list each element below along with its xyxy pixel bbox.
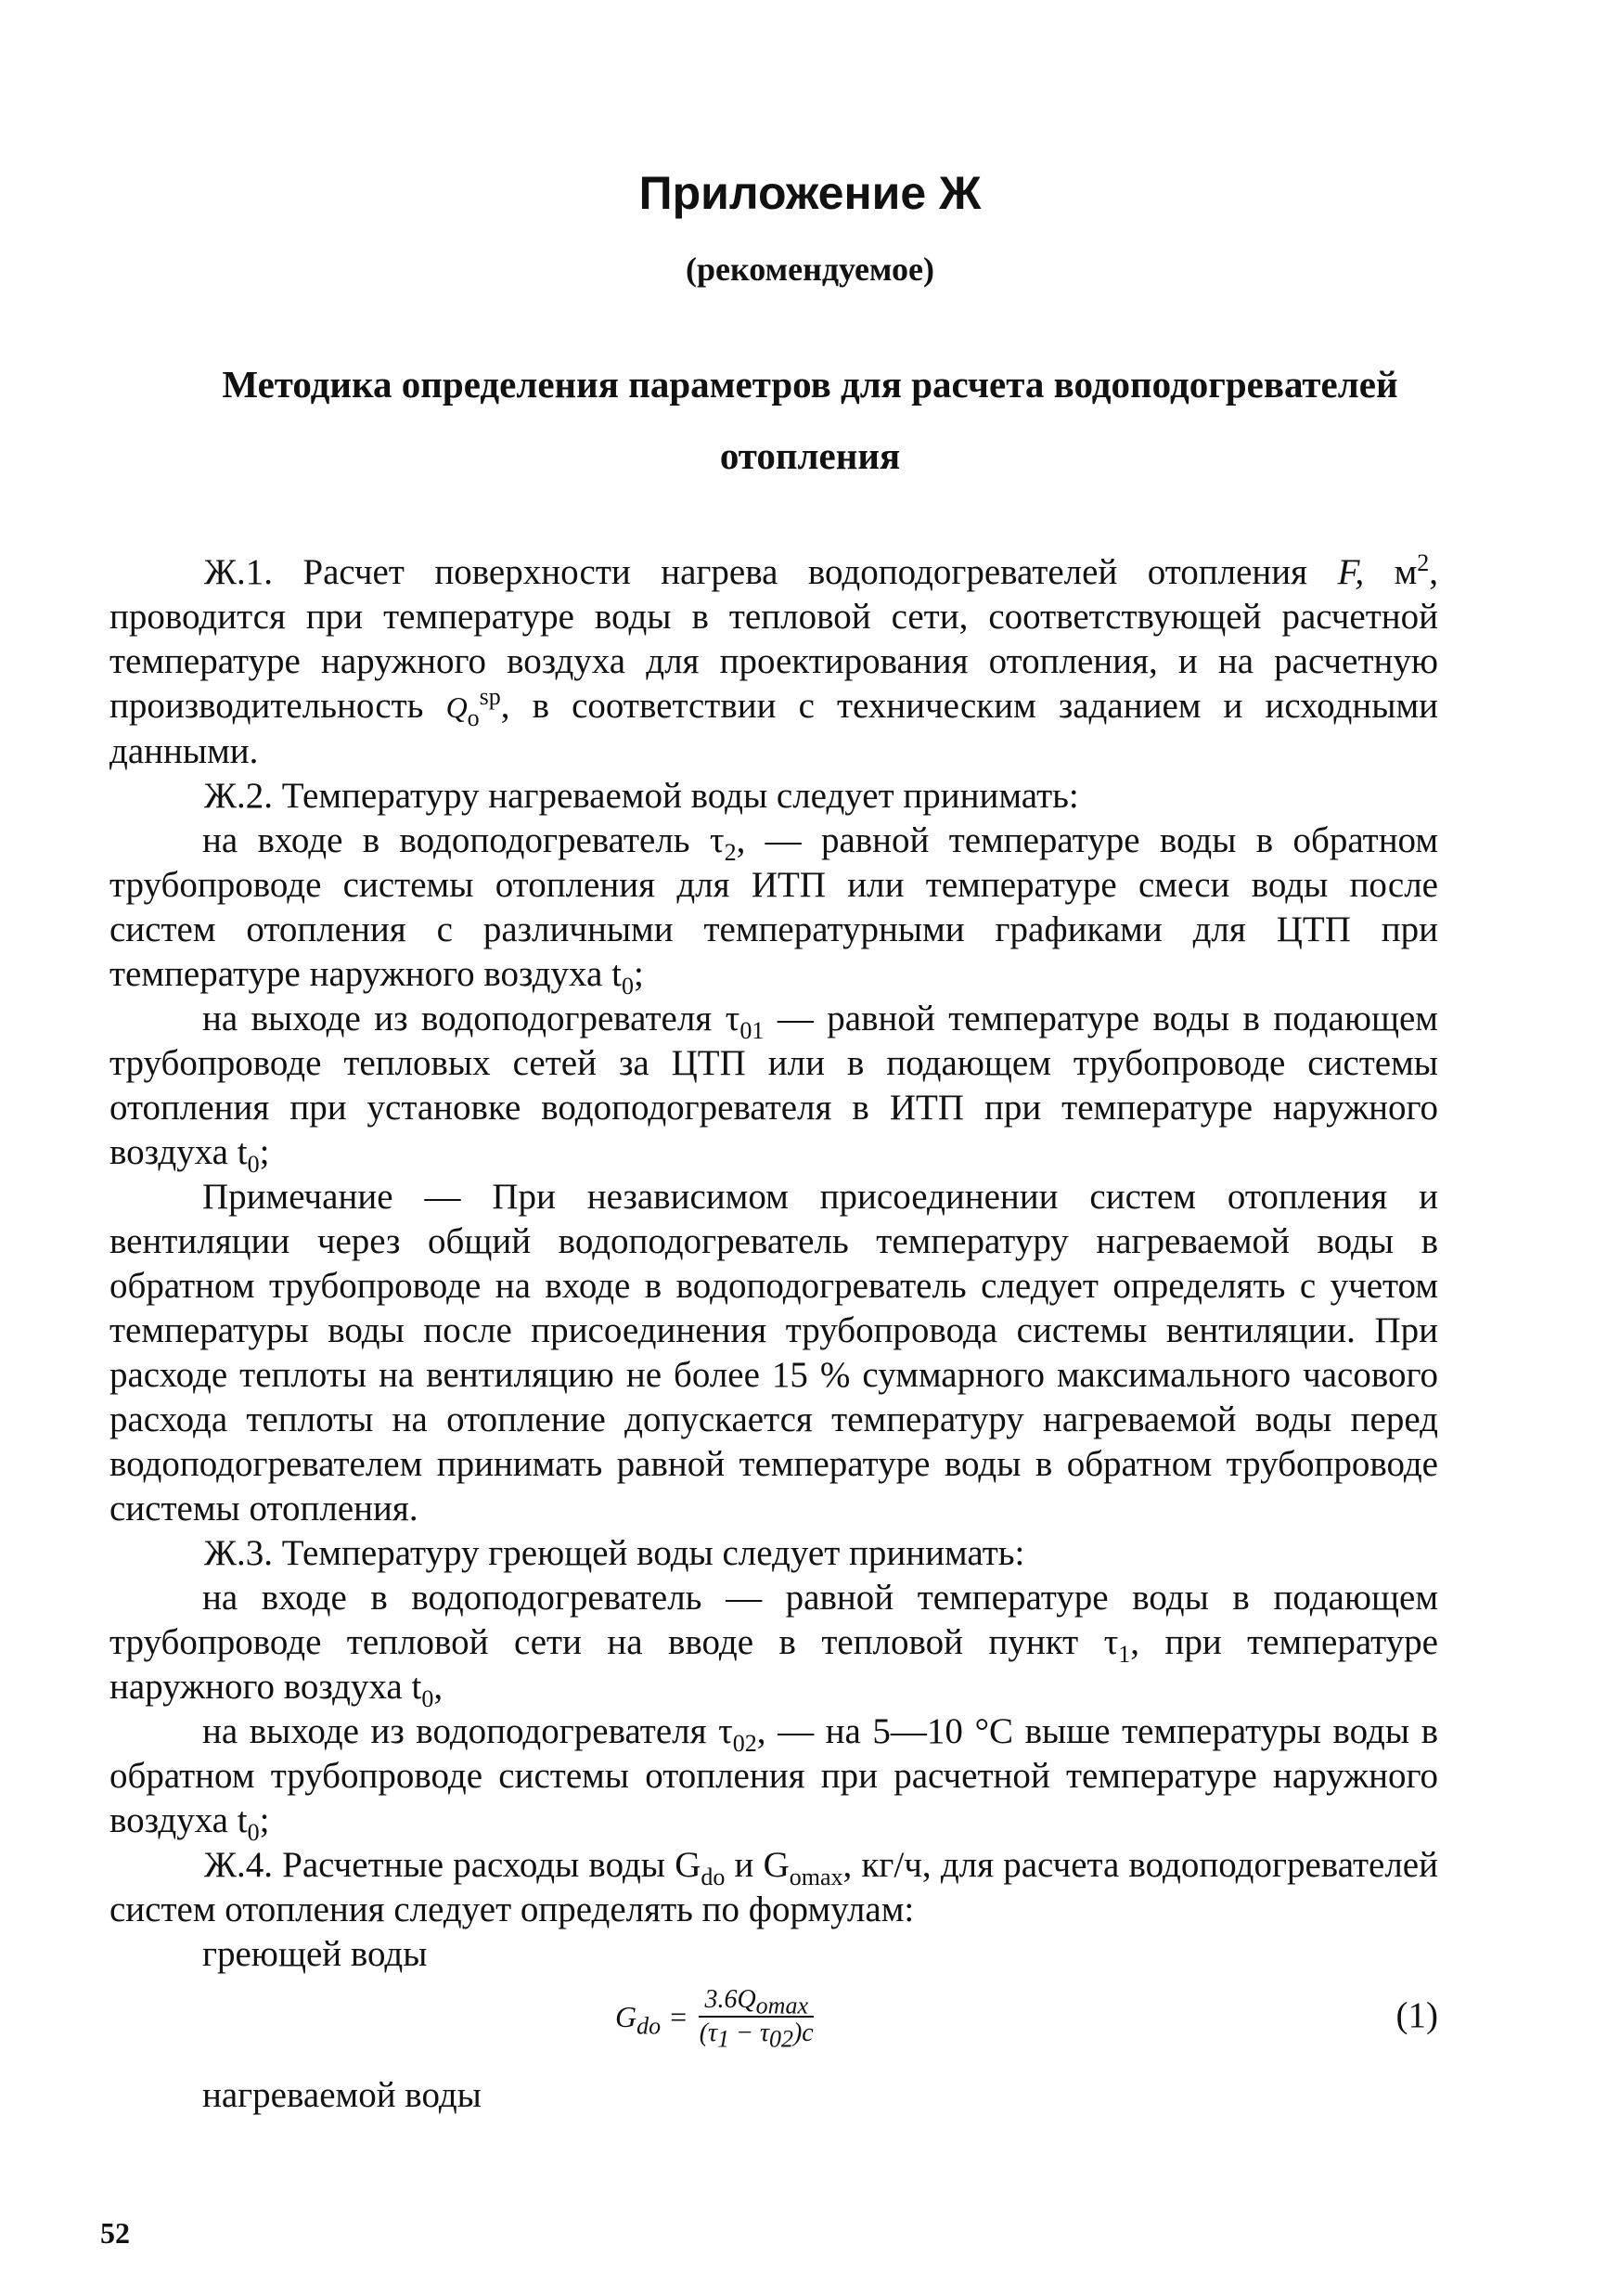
subscript: do — [701, 1863, 726, 1890]
text-run: , — на 5—10 °С выше температуры воды в обратном трубопроводе системы отопления при расчетной температуре наружного воздуха t — [109, 1711, 1438, 1840]
paragraph-inlet-heating — [109, 1576, 1438, 1712]
text-run: — равной температуре воды в подающем трубопроводе тепловых сетей за ЦТП или в подающем трубопроводе системы отопления при установке водоподогревателя в ИТП при температуре наружного воздуха t — [109, 999, 1438, 1172]
heading-line-1: Методика определения параметров для расчета водоподогревателей — [222, 363, 1398, 406]
superscript: sp — [479, 683, 501, 710]
text-run: на выходе из водоподогревателя τ — [202, 1711, 733, 1751]
formula-denominator — [694, 2018, 819, 2053]
subscript: 0 — [621, 972, 634, 1000]
paragraph-zh2: Ж.2. Температуру нагреваемой воды следует принимать: — [204, 776, 1079, 816]
text-run: ; — [259, 1132, 270, 1172]
paragraph-zh3: Ж.3. Температуру греющей воды следует принимать: — [204, 1533, 1025, 1573]
formula-number: (1) — [1395, 1995, 1438, 2035]
text-run: , — [433, 1667, 444, 1707]
text-run: , проводится при температуре воды в тепловой сети, соответствующей расчетной температуре наружного воздуха для проектирования отопления, и на расчетную производительность — [109, 552, 1439, 726]
text-run: − τ — [729, 2019, 769, 2047]
formula-lhs — [615, 1994, 688, 2039]
text-run: )c — [792, 2019, 814, 2047]
subscript: do — [636, 2012, 662, 2040]
subscript: 01 — [739, 1016, 765, 1044]
text-run: и G — [725, 1845, 790, 1885]
text-run: Ж.1. Расчет поверхности нагрева водоподогревателей отопления — [204, 552, 1338, 592]
subscript: o — [467, 703, 480, 731]
formula-1 — [109, 1977, 1438, 2073]
section-heading — [148, 349, 1472, 492]
subscript: 0 — [247, 1818, 260, 1846]
text-run: м — [1364, 552, 1418, 592]
text-run: на входе в водоподогреватель — равной температуре воды в подающем трубопроводе тепловой сети на вводе в тепловой пункт τ — [109, 1578, 1438, 1662]
paragraph-heated-water: нагреваемой воды — [202, 2075, 482, 2115]
appendix-title: Приложение Ж — [638, 167, 982, 219]
paragraph-inlet-heated — [109, 819, 1438, 1000]
subscript: 1 — [1118, 1640, 1131, 1668]
subscript: omax — [755, 1992, 808, 2019]
text-run: 3.6Q — [704, 1985, 756, 2014]
formula-numerator — [699, 1984, 814, 2018]
symbol-Q: Q — [445, 690, 468, 724]
body-text — [109, 550, 1438, 2118]
subscript: 1 — [717, 2025, 730, 2053]
text-run: , при температуре наружного воздуха t — [109, 1622, 1438, 1707]
subscript: 0 — [247, 1150, 260, 1178]
subscript: 2 — [724, 838, 737, 866]
paragraph-note: Примечание — При независимом присоединении систем отопления и вентиляции через общий водоподогреватель температуру нагреваемой воды в обратном трубопроводе на входе в водоподогреватель следует определять с учетом температуры воды после присоединения трубопровода системы вентиляции. При расходе теплоты на вентиляцию не более 15 % суммарного максимального часового расхода теплоты на отопление допускается температуру нагреваемой воды перед водоподогревателем принимать равной температуре воды в обратном трубопроводе системы отопления. — [109, 1177, 1438, 1529]
text-run: , кг/ч, для расчета водоподогревателей систем отопления следует определять по формулам: — [109, 1845, 1438, 1929]
subscript: 02 — [768, 2025, 793, 2053]
appendix-status: (рекомендуемое) — [686, 251, 934, 288]
paragraph-outlet-heating — [109, 1709, 1438, 1846]
text-run: на выходе из водоподогревателя τ — [202, 999, 740, 1038]
superscript: 2 — [1417, 549, 1430, 576]
page-number: 52 — [100, 2216, 130, 2250]
text-run: ; — [633, 954, 644, 994]
heading-line-2: отопления — [719, 434, 901, 477]
paragraph-zh1 — [109, 550, 1438, 774]
text-run: (τ — [699, 2019, 718, 2047]
text-run: Ж.4. Расчетные расходы воды G — [204, 1845, 701, 1885]
paragraph-outlet-heated — [109, 997, 1438, 1178]
symbol-F: F, — [1337, 552, 1365, 592]
text-run: на входе в водоподогреватель τ — [202, 820, 725, 860]
symbol-G: G — [615, 2000, 637, 2033]
paragraph-zh4 — [109, 1843, 1438, 1932]
formula-fraction — [694, 1984, 819, 2053]
equals-sign: = — [661, 2000, 688, 2033]
text-run: , — равной температуре воды в обратном трубопроводе системы отопления для ИТП или температуре смеси воды после систем отопления с различными температурными графиками для ЦТП при температуре наружного воздуха t — [109, 820, 1438, 994]
text-run: ; — [259, 1800, 270, 1840]
text-run: , в соответствии с техническим заданием и исходными данными. — [109, 686, 1438, 771]
subscript: 0 — [421, 1684, 434, 1712]
formula-expression — [615, 1984, 819, 2053]
subscript: 02 — [732, 1729, 757, 1757]
subscript: omax — [789, 1863, 843, 1890]
paragraph-heating-water: греющей воды — [202, 1934, 428, 1974]
